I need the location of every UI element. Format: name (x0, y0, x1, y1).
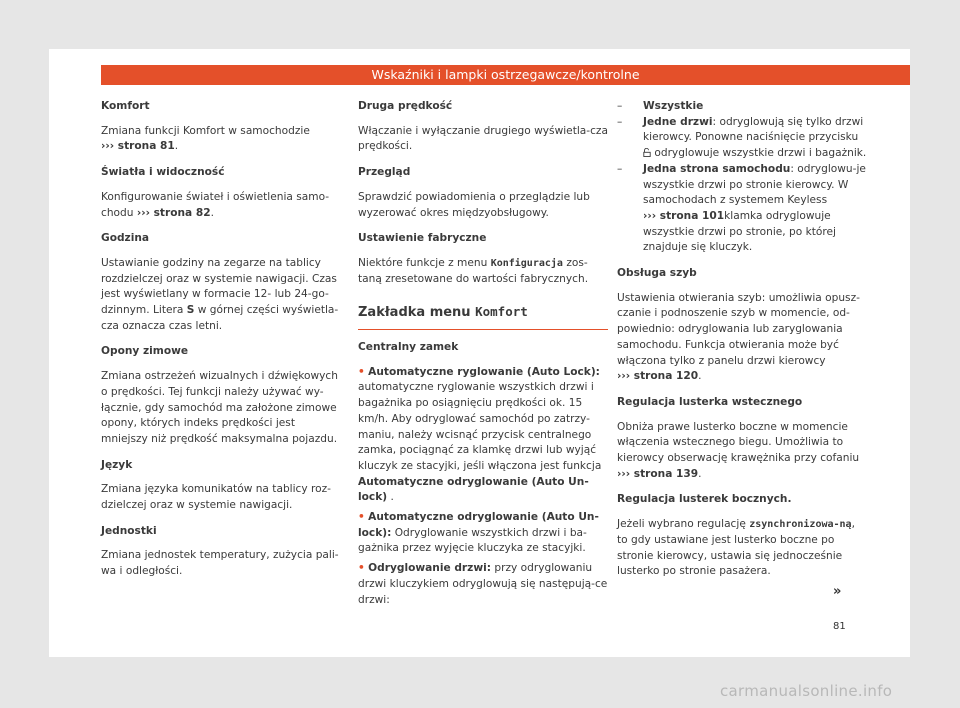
text-lusterka-boczne: Jeżeli wybrano regulację zsynchronizowa-ną, to gdy ustawiane jest lusterko boczne po stronie kierowcy, ustawia się jednocześnie lusterko po stronie pasażera. (617, 518, 855, 578)
menu-konfiguracja: Konfiguracja (490, 257, 563, 269)
text-jezyk: Zmiana języka komunikatów na tablicy roz-dzielczej oraz w systemie nawigacji. (101, 483, 331, 512)
section-title-komfort: Zakładka menu Komfort (358, 304, 608, 330)
dash-item-jedne-drzwi: – Jedne drzwi: odryglowują się tylko drzwi kierowcy. Ponowne naciśnięcie przycisku odryglowuje wszystkie drzwi i bagażnik. (617, 115, 867, 160)
heading-druga-predkosc: Druga prędkość (358, 100, 453, 112)
dash-item-jedna-strona: – Jedna strona samochodu: odryglowu-je wszystkie drzwi po stronie kierowcy. W samochodach z systemem Keyless ››› strona 101klamka odryglowuje wszystkie drzwi po stronie, po której znajduje się kluczyk. (617, 162, 866, 254)
heading-obsluga-szyb: Obsługa szyb (617, 267, 697, 280)
dash-item-wszystkie: – Wszystkie (617, 100, 704, 112)
link-strona-81[interactable]: ››› strona 81 (101, 140, 175, 153)
bullet-icon: • (358, 511, 365, 524)
column-right (617, 99, 867, 580)
text-druga-predkosc: Włączanie i wyłączanie drugiego wyświetla-cza prędkości. (358, 124, 608, 153)
heading-przeglad: Przegląd (358, 166, 411, 179)
heading-jezyk: Język (101, 458, 133, 471)
manual-page (49, 49, 910, 657)
page-header-title: Wskaźniki i lampki ostrzegawcze/kontrolne (101, 65, 910, 85)
link-strona-101[interactable]: ››› strona 101 (643, 209, 725, 222)
column-left (101, 99, 341, 580)
heading-jednostki: Jednostki (101, 524, 157, 537)
text-lusterko-wsteczne: Obniża prawe lusterko boczne w momencie włączenia wstecznego biegu. Umożliwia to kierowcy obserwację krawężnika przy cofaniu ››› strona 139. (617, 420, 860, 480)
continue-chevron-icon: » (833, 584, 842, 599)
link-strona-120[interactable]: ››› strona 120 (617, 370, 699, 383)
unlock-icon (643, 148, 651, 157)
text-godzina: Ustawianie godziny na zegarze na tablicy rozdzielczej oraz w systemie nawigacji. Czas jest wyświetlany w formacie 12- lub 24-go-dzinnym. Litera S w górnej części wyświetla-cza oznacza czas letni. (101, 256, 339, 332)
text-ustawienie-fabryczne: Niektóre funkcje z menu Konfiguracja zos-taną zresetowane do wartości fabrycznych. (358, 256, 589, 285)
option-zsynchronizowana: zsynchronizowa-ną (749, 519, 852, 531)
text-obsluga-szyb: Ustawienia otwierania szyb: umożliwia opusz-czanie i podnoszenie szyb w momencie, od-powiednio: odryglowania lub zaryglowania samochodu. Funkcja otwierania może być włączona tylko z panelu drzwi kierowcy ››› strona 120. (617, 291, 860, 383)
text-opony: Zmiana ostrzeżeń wizualnych i dźwiękowych o prędkości. Tej funkcji należy używać wy-łącznie, gdy samochód ma założone zimowe opony, których indeks prędkości jest mniejszy niż prędkość maksymalna pojazdu. (101, 370, 338, 445)
page-number: 81 (833, 621, 846, 632)
heading-godzina: Godzina (101, 232, 150, 245)
heading-lusterko-wsteczne: Regulacja lusterka wstecznego (617, 395, 803, 408)
bullet-odryglowanie-drzwi: • Odryglowanie drzwi: przy odryglowaniu drzwi kluczykiem odryglowują się następują-ce drzwi: (358, 562, 608, 606)
heading-centralny-zamek: Centralny zamek (358, 341, 459, 354)
watermark-text: carmanualsonline.info (720, 682, 893, 700)
link-strona-82[interactable]: ››› strona 82 (136, 206, 211, 219)
text-komfort: Zmiana funkcji Komfort w samochodzie ››› strona 81. (101, 124, 310, 153)
heading-komfort: Komfort (101, 100, 150, 112)
heading-swiatla: Światła i widoczność (101, 166, 225, 179)
text-jednostki: Zmiana jednostek temperatury, zużycia pali-wa i odległości. (101, 549, 339, 578)
bullet-auto-unlock: • Automatyczne odryglowanie (Auto Un-lock): Odryglowanie wszystkich drzwi i ba-gażnika przez wyjęcie kluczyka ze stacyjki. (358, 511, 599, 555)
bullet-icon: • (358, 562, 365, 575)
column-middle (358, 99, 608, 608)
link-strona-139[interactable]: ››› strona 139 (617, 467, 699, 480)
text-swiatla: Konfigurowanie świateł i oświetlenia samo-chodu ››› strona 82. (101, 190, 330, 219)
heading-opony: Opony zimowe (101, 345, 189, 358)
heading-ustawienie-fabryczne: Ustawienie fabryczne (358, 232, 487, 245)
text-przeglad: Sprawdzić powiadomienia o przeglądzie lub wyzerować okres międzyobsługowy. (358, 190, 590, 219)
bullet-auto-lock: • Automatyczne ryglowanie (Auto Lock): automatyczne ryglowanie wszystkich drzwi i bagażnika po osiągnięciu prędkości ok. 15 km/h. Aby odryglować samochód po zatrzy-maniu, należy wcisnąć przycisk centralnego zamka, pociągnąć za klamkę drzwi lub wyjąć kluczyk ze stacyjki, jeśli włączona jest funkcja Automatyczne odryglowanie (Auto Un-lock) . (358, 365, 602, 504)
heading-lusterka-boczne: Regulacja lusterek bocznych. (617, 493, 792, 506)
bullet-icon: • (358, 365, 365, 378)
